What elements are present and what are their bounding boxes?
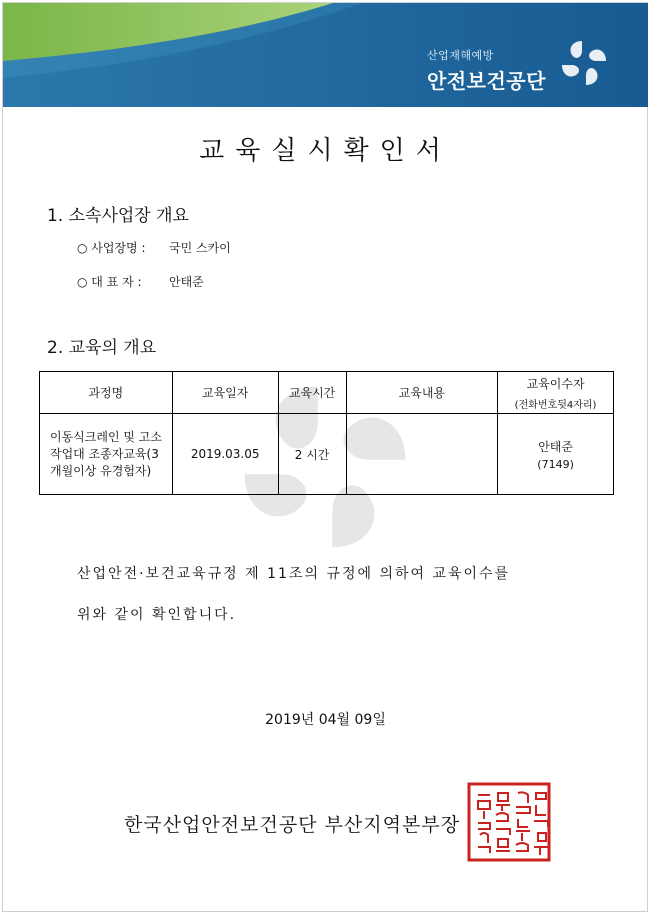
education-table	[39, 371, 614, 495]
cell-content	[346, 414, 498, 495]
trainee-phone: (7149)	[537, 457, 574, 471]
org-subtitle: 산업재해예방	[427, 49, 494, 62]
org-name: 안전보건공단	[427, 69, 546, 93]
org-block	[427, 47, 546, 94]
header-course: 과정명	[40, 372, 173, 414]
table-header-row	[40, 372, 614, 414]
business-name-label: ○ 사업장명 :	[77, 241, 146, 255]
body-line-2: 위와 같이 확인합니다.	[77, 607, 237, 623]
issuer-name: 한국산업안전보건공단 부산지역본부장	[124, 814, 461, 836]
cell-hours: 2 시간	[278, 414, 346, 495]
issue-date: 2019년 04월 09일	[265, 712, 386, 728]
header-trainee-sub: (전화번호뒷4자리)	[514, 399, 597, 411]
section-1-heading: 1. 소속사업장 개요	[47, 206, 189, 226]
body-line-1: 산업안전·보건교육규정 제 11조의 규정에 의하여 교육이수를	[77, 566, 511, 582]
trainee-name: 안태준	[538, 439, 573, 454]
cell-trainee	[498, 414, 614, 495]
table-row	[40, 414, 614, 495]
section-2-heading: 2. 교육의 개요	[47, 338, 157, 358]
document-title: 교육실시확인서	[199, 136, 452, 166]
header-content: 교육내용	[346, 372, 498, 414]
header-trainee-label: 교육이수자	[526, 376, 585, 391]
banner-graphic	[3, 3, 648, 107]
header-trainee	[498, 372, 614, 414]
header-date: 교육일자	[172, 372, 278, 414]
cell-date: 2019.03.05	[172, 414, 278, 495]
business-name-value: 국민 스카이	[169, 241, 231, 255]
representative-label: ○ 대 표 자 :	[77, 275, 142, 289]
header-hours: 교육시간	[278, 372, 346, 414]
kosha-logo-icon	[558, 37, 610, 89]
representative-row	[77, 273, 204, 290]
official-seal-stamp	[466, 781, 552, 863]
business-name-row	[77, 239, 231, 256]
header-banner	[3, 3, 648, 107]
representative-value: 안태준	[169, 275, 204, 289]
cell-course: 이동식크레인 및 고소작업대 조종자교육(3개월이상 유경험자)	[40, 414, 173, 495]
